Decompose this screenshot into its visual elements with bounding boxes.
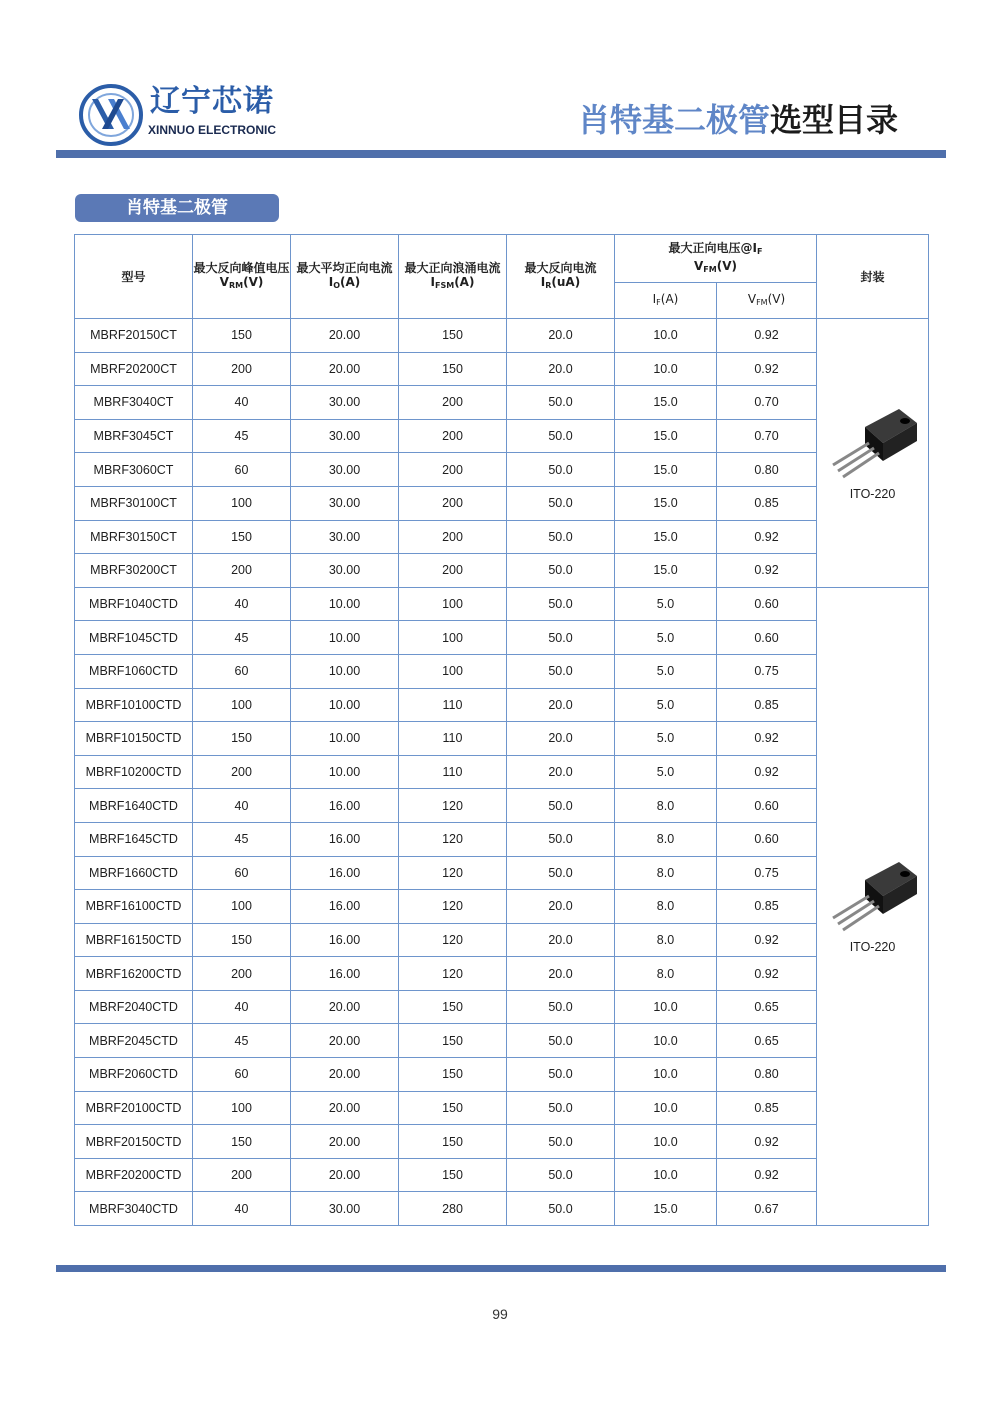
ito-220-package-icon <box>825 405 921 485</box>
cell-vrm: 40 <box>193 789 291 823</box>
cell-io: 10.00 <box>291 722 399 756</box>
cell-vrm: 45 <box>193 822 291 856</box>
cell-ifsm: 150 <box>399 352 507 386</box>
cell-io: 20.00 <box>291 990 399 1024</box>
cell-model: MBRF30150CT <box>75 520 193 554</box>
ito-220-package-icon <box>825 858 921 938</box>
cell-io: 16.00 <box>291 890 399 924</box>
cell-ifsm: 150 <box>399 1125 507 1159</box>
table-row <box>75 822 929 856</box>
cell-vrm: 40 <box>193 386 291 420</box>
cell-io: 10.00 <box>291 621 399 655</box>
cell-if: 5.0 <box>615 621 717 655</box>
cell-if: 10.0 <box>615 1058 717 1092</box>
cell-if: 5.0 <box>615 722 717 756</box>
cell-if: 8.0 <box>615 822 717 856</box>
cell-if: 10.0 <box>615 319 717 353</box>
cell-io: 30.00 <box>291 419 399 453</box>
cell-ifsm: 100 <box>399 587 507 621</box>
cell-vfm: 0.92 <box>717 755 817 789</box>
col-header-vrm: 最大反向峰值电压 $V_{RM}(V)$ <box>193 235 291 319</box>
spec-table <box>74 234 929 1226</box>
cell-if: 5.0 <box>615 654 717 688</box>
cell-vrm: 60 <box>193 453 291 487</box>
cell-io: 10.00 <box>291 587 399 621</box>
cell-vfm: 0.65 <box>717 1024 817 1058</box>
company-logo <box>78 83 278 147</box>
col-header-ir: 最大反向电流 $I_R(uA)$ <box>507 235 615 319</box>
cell-vrm: 150 <box>193 319 291 353</box>
cell-io: 30.00 <box>291 486 399 520</box>
cell-ifsm: 110 <box>399 722 507 756</box>
cell-if: 15.0 <box>615 554 717 588</box>
cell-ir: 20.0 <box>507 957 615 991</box>
cell-ifsm: 120 <box>399 890 507 924</box>
cell-model: MBRF10100CTD <box>75 688 193 722</box>
cell-if: 10.0 <box>615 1024 717 1058</box>
cell-if: 8.0 <box>615 923 717 957</box>
cell-vrm: 200 <box>193 1158 291 1192</box>
cell-io: 16.00 <box>291 923 399 957</box>
cell-vrm: 150 <box>193 923 291 957</box>
cell-model: MBRF1640CTD <box>75 789 193 823</box>
cell-io: 30.00 <box>291 1192 399 1226</box>
cell-ir: 50.0 <box>507 822 615 856</box>
cell-vfm: 0.85 <box>717 890 817 924</box>
cell-ir: 50.0 <box>507 621 615 655</box>
cell-vfm: 0.80 <box>717 1058 817 1092</box>
cell-model: MBRF1060CTD <box>75 654 193 688</box>
cell-vfm: 0.92 <box>717 1158 817 1192</box>
title-part-1: 肖特基二极管 <box>577 101 770 139</box>
cell-vrm: 150 <box>193 520 291 554</box>
cell-io: 16.00 <box>291 957 399 991</box>
cell-if: 10.0 <box>615 1158 717 1192</box>
col-header-vfm: 最大正向电压$@I_F$ $V_{FM}(V)$ <box>615 235 817 283</box>
cell-vfm: 0.60 <box>717 621 817 655</box>
cell-model: MBRF3060CT <box>75 453 193 487</box>
table-row <box>75 1158 929 1192</box>
cell-vrm: 45 <box>193 419 291 453</box>
cell-ir: 20.0 <box>507 319 615 353</box>
cell-io: 20.00 <box>291 1058 399 1092</box>
cell-io: 16.00 <box>291 789 399 823</box>
package-label: ITO-220 <box>849 940 896 955</box>
cell-ifsm: 100 <box>399 621 507 655</box>
table-row <box>75 856 929 890</box>
cell-ir: 50.0 <box>507 789 615 823</box>
col-header-ifsm: 最大正向浪涌电流 $I_{FSM}(A)$ <box>399 235 507 319</box>
page-number: 99 <box>492 1306 508 1322</box>
cell-model: MBRF1645CTD <box>75 822 193 856</box>
table-row <box>75 453 929 487</box>
cell-ifsm: 120 <box>399 856 507 890</box>
xinnuo-logo-icon <box>78 83 144 147</box>
cell-if: 8.0 <box>615 789 717 823</box>
cell-ir: 20.0 <box>507 352 615 386</box>
cell-vfm: 0.70 <box>717 419 817 453</box>
cell-io: 20.00 <box>291 1091 399 1125</box>
cell-vrm: 40 <box>193 587 291 621</box>
cell-vrm: 150 <box>193 722 291 756</box>
cell-model: MBRF2040CTD <box>75 990 193 1024</box>
cell-io: 16.00 <box>291 822 399 856</box>
cell-ir: 50.0 <box>507 587 615 621</box>
table-row <box>75 386 929 420</box>
cell-io: 20.00 <box>291 1024 399 1058</box>
cell-ir: 50.0 <box>507 1091 615 1125</box>
cell-ir: 20.0 <box>507 722 615 756</box>
cell-model: MBRF3045CT <box>75 419 193 453</box>
cell-ifsm: 200 <box>399 453 507 487</box>
cell-model: MBRF10200CTD <box>75 755 193 789</box>
col-header-if: $I_F(A)$ <box>615 283 717 319</box>
cell-ir: 50.0 <box>507 520 615 554</box>
cell-io: 20.00 <box>291 1125 399 1159</box>
cell-model: MBRF16150CTD <box>75 923 193 957</box>
cell-if: 15.0 <box>615 486 717 520</box>
cell-model: MBRF3040CT <box>75 386 193 420</box>
cell-vrm: 60 <box>193 856 291 890</box>
cell-ir: 20.0 <box>507 923 615 957</box>
logo-english-name: XINNUO ELECTRONIC <box>148 123 277 137</box>
cell-model: MBRF16200CTD <box>75 957 193 991</box>
cell-io: 20.00 <box>291 352 399 386</box>
cell-vfm: 0.75 <box>717 856 817 890</box>
table-row <box>75 688 929 722</box>
cell-vrm: 45 <box>193 621 291 655</box>
table-row <box>75 554 929 588</box>
cell-vfm: 0.60 <box>717 587 817 621</box>
cell-ifsm: 150 <box>399 1091 507 1125</box>
cell-ifsm: 150 <box>399 1158 507 1192</box>
package-label: ITO-220 <box>849 486 896 501</box>
cell-vfm: 0.67 <box>717 1192 817 1226</box>
cell-if: 8.0 <box>615 856 717 890</box>
cell-vfm: 0.92 <box>717 520 817 554</box>
cell-vfm: 0.80 <box>717 453 817 487</box>
cell-io: 10.00 <box>291 755 399 789</box>
col-header-io: 最大平均正向电流 $I_O(A)$ <box>291 235 399 319</box>
cell-ir: 20.0 <box>507 688 615 722</box>
table-row <box>75 1058 929 1092</box>
cell-if: 5.0 <box>615 755 717 789</box>
col-header-model: 型号 <box>75 235 193 319</box>
cell-model: MBRF1040CTD <box>75 587 193 621</box>
cell-io: 10.00 <box>291 688 399 722</box>
cell-io: 20.00 <box>291 319 399 353</box>
cell-vfm: 0.92 <box>717 1125 817 1159</box>
cell-ir: 50.0 <box>507 554 615 588</box>
cell-ir: 50.0 <box>507 1024 615 1058</box>
cell-if: 5.0 <box>615 688 717 722</box>
cell-io: 10.00 <box>291 654 399 688</box>
cell-ifsm: 120 <box>399 822 507 856</box>
title-part-2: 选型目录 <box>769 101 898 139</box>
table-row <box>75 419 929 453</box>
cell-vfm: 0.92 <box>717 923 817 957</box>
cell-if: 15.0 <box>615 453 717 487</box>
package-cell <box>817 587 929 1225</box>
cell-ir: 50.0 <box>507 453 615 487</box>
cell-vrm: 200 <box>193 352 291 386</box>
page-title <box>578 100 898 140</box>
cell-if: 8.0 <box>615 957 717 991</box>
table-row <box>75 1125 929 1159</box>
cell-vfm: 0.92 <box>717 319 817 353</box>
cell-model: MBRF2060CTD <box>75 1058 193 1092</box>
cell-ifsm: 200 <box>399 486 507 520</box>
table-row <box>75 621 929 655</box>
table-row <box>75 990 929 1024</box>
table-row <box>75 654 929 688</box>
cell-vfm: 0.92 <box>717 352 817 386</box>
cell-model: MBRF20150CT <box>75 319 193 353</box>
cell-vrm: 40 <box>193 990 291 1024</box>
cell-io: 30.00 <box>291 386 399 420</box>
footer-divider <box>56 1265 946 1272</box>
cell-ifsm: 120 <box>399 957 507 991</box>
cell-if: 15.0 <box>615 386 717 420</box>
cell-if: 10.0 <box>615 990 717 1024</box>
table-row <box>75 923 929 957</box>
table-row <box>75 957 929 991</box>
cell-vrm: 100 <box>193 890 291 924</box>
table-row <box>75 755 929 789</box>
cell-vrm: 45 <box>193 1024 291 1058</box>
cell-ir: 50.0 <box>507 419 615 453</box>
cell-ifsm: 200 <box>399 419 507 453</box>
cell-ifsm: 110 <box>399 755 507 789</box>
cell-ir: 50.0 <box>507 386 615 420</box>
cell-vrm: 100 <box>193 486 291 520</box>
cell-vfm: 0.75 <box>717 654 817 688</box>
cell-model: MBRF20200CTD <box>75 1158 193 1192</box>
cell-ifsm: 150 <box>399 1024 507 1058</box>
cell-if: 15.0 <box>615 520 717 554</box>
table-row <box>75 1192 929 1226</box>
table-row <box>75 789 929 823</box>
cell-model: MBRF3040CTD <box>75 1192 193 1226</box>
cell-vrm: 40 <box>193 1192 291 1226</box>
logo-chinese-name: 辽宁芯诺 <box>150 84 274 119</box>
cell-model: MBRF20150CTD <box>75 1125 193 1159</box>
cell-ifsm: 200 <box>399 520 507 554</box>
cell-vfm: 0.65 <box>717 990 817 1024</box>
cell-ifsm: 110 <box>399 688 507 722</box>
section-tab: 肖特基二极管 <box>75 194 279 222</box>
package-cell <box>817 319 929 588</box>
cell-ir: 50.0 <box>507 486 615 520</box>
header-divider <box>56 150 946 158</box>
cell-ifsm: 100 <box>399 654 507 688</box>
table-row <box>75 520 929 554</box>
cell-ir: 50.0 <box>507 1125 615 1159</box>
cell-if: 8.0 <box>615 890 717 924</box>
cell-ifsm: 150 <box>399 990 507 1024</box>
cell-vrm: 60 <box>193 654 291 688</box>
table-row <box>75 890 929 924</box>
cell-vrm: 60 <box>193 1058 291 1092</box>
cell-vfm: 0.92 <box>717 722 817 756</box>
cell-ir: 20.0 <box>507 890 615 924</box>
cell-vrm: 150 <box>193 1125 291 1159</box>
table-row <box>75 352 929 386</box>
cell-ir: 50.0 <box>507 990 615 1024</box>
cell-vrm: 100 <box>193 688 291 722</box>
cell-vfm: 0.85 <box>717 1091 817 1125</box>
cell-vfm: 0.85 <box>717 486 817 520</box>
cell-ifsm: 280 <box>399 1192 507 1226</box>
cell-model: MBRF20100CTD <box>75 1091 193 1125</box>
cell-vrm: 100 <box>193 1091 291 1125</box>
table-row <box>75 1024 929 1058</box>
cell-ir: 50.0 <box>507 654 615 688</box>
cell-vfm: 0.60 <box>717 789 817 823</box>
cell-if: 10.0 <box>615 1091 717 1125</box>
cell-model: MBRF1045CTD <box>75 621 193 655</box>
cell-ifsm: 200 <box>399 386 507 420</box>
cell-io: 30.00 <box>291 554 399 588</box>
cell-model: MBRF30200CT <box>75 554 193 588</box>
cell-vrm: 200 <box>193 957 291 991</box>
col-header-package: 封装 <box>817 235 929 319</box>
cell-vfm: 0.70 <box>717 386 817 420</box>
cell-model: MBRF20200CT <box>75 352 193 386</box>
cell-if: 5.0 <box>615 587 717 621</box>
cell-ifsm: 120 <box>399 923 507 957</box>
cell-ifsm: 150 <box>399 1058 507 1092</box>
cell-io: 30.00 <box>291 520 399 554</box>
col-header-vf: $V_{FM}(V)$ <box>717 283 817 319</box>
cell-ir: 50.0 <box>507 856 615 890</box>
cell-ifsm: 200 <box>399 554 507 588</box>
cell-if: 10.0 <box>615 352 717 386</box>
cell-io: 30.00 <box>291 453 399 487</box>
table-row <box>75 722 929 756</box>
cell-if: 15.0 <box>615 419 717 453</box>
cell-if: 10.0 <box>615 1125 717 1159</box>
spec-table-body <box>75 319 929 1226</box>
cell-if: 15.0 <box>615 1192 717 1226</box>
cell-vfm: 0.85 <box>717 688 817 722</box>
cell-vfm: 0.92 <box>717 957 817 991</box>
table-row <box>75 319 929 353</box>
cell-vfm: 0.60 <box>717 822 817 856</box>
cell-model: MBRF10150CTD <box>75 722 193 756</box>
cell-ir: 50.0 <box>507 1192 615 1226</box>
cell-vrm: 200 <box>193 755 291 789</box>
cell-ir: 20.0 <box>507 755 615 789</box>
cell-vfm: 0.92 <box>717 554 817 588</box>
cell-model: MBRF2045CTD <box>75 1024 193 1058</box>
cell-io: 20.00 <box>291 1158 399 1192</box>
cell-ifsm: 150 <box>399 319 507 353</box>
table-row <box>75 587 929 621</box>
cell-ir: 50.0 <box>507 1158 615 1192</box>
cell-model: MBRF1660CTD <box>75 856 193 890</box>
cell-model: MBRF30100CT <box>75 486 193 520</box>
cell-ifsm: 120 <box>399 789 507 823</box>
cell-model: MBRF16100CTD <box>75 890 193 924</box>
cell-io: 16.00 <box>291 856 399 890</box>
cell-vrm: 200 <box>193 554 291 588</box>
cell-ir: 50.0 <box>507 1058 615 1092</box>
table-row <box>75 486 929 520</box>
table-row <box>75 1091 929 1125</box>
